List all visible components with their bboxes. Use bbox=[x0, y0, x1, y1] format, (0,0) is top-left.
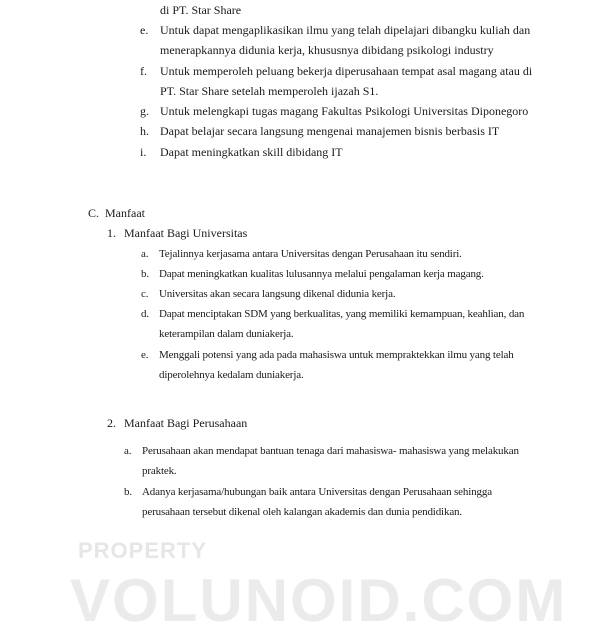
watermark-domain: VOLUNOID.COM bbox=[70, 567, 568, 634]
list-item-text: perusahaan tersebut dikenal oleh kalangan akademis dan dunia pendidikan. bbox=[142, 506, 463, 518]
list-item-text: menerapkannya didunia kerja, khususnya dibidang psikologi industry bbox=[160, 43, 494, 57]
subsection-marker: 2. bbox=[107, 416, 116, 430]
subsection-heading: Manfaat Bagi Universitas bbox=[124, 226, 248, 240]
list-item-text: PT. Star Share setelah memperoleh ijazah S1. bbox=[160, 84, 379, 98]
list-item-text: diperolehnya kedalam duniakerja. bbox=[159, 369, 304, 381]
list-marker: d. bbox=[141, 308, 149, 320]
section-heading: Manfaat bbox=[105, 206, 145, 220]
list-item-text: Dapat belajar secara langsung mengenai manajemen bisnis berbasis IT bbox=[160, 124, 500, 138]
list-marker: f. bbox=[140, 64, 147, 78]
list-marker: e. bbox=[141, 349, 149, 361]
list-item-text: Tejalinnya kerjasama antara Universitas dengan Perusahaan itu sendiri. bbox=[159, 248, 462, 260]
list-marker: b. bbox=[124, 486, 132, 498]
list-marker: g. bbox=[140, 104, 149, 118]
list-item-text: Perusahaan akan mendapat bantuan tenaga dari mahasiswa- mahasiswa yang melakukan bbox=[142, 445, 519, 457]
list-marker: i. bbox=[140, 145, 147, 159]
list-marker: h. bbox=[140, 124, 149, 138]
list-item-text: Universitas akan secara langsung dikenal didunia kerja. bbox=[159, 288, 396, 300]
list-continuation: di PT. Star Share bbox=[160, 3, 242, 17]
list-marker: e. bbox=[140, 23, 149, 37]
list-item-text: keterampilan dalam duniakerja. bbox=[159, 328, 294, 340]
section-marker: C. bbox=[88, 206, 100, 220]
subsection-heading: Manfaat Bagi Perusahaan bbox=[124, 416, 248, 430]
list-marker: a. bbox=[124, 445, 132, 457]
list-item-text: Untuk dapat mengaplikasikan ilmu yang telah dipelajari dibangku kuliah dan bbox=[160, 23, 531, 37]
subsection-marker: 1. bbox=[107, 226, 116, 240]
list-marker: c. bbox=[141, 288, 149, 300]
list-marker: a. bbox=[141, 248, 149, 260]
list-item-text: Untuk melengkapi tugas magang Fakultas Psikologi Universitas Diponegoro bbox=[160, 104, 529, 118]
list-item-text: Dapat menciptakan SDM yang berkualitas, yang memiliki kemampuan, keahlian, dan bbox=[159, 308, 525, 320]
list-item-text: Dapat meningkatkan kualitas lulusannya melalui pengalaman kerja magang. bbox=[159, 268, 484, 280]
list-marker: b. bbox=[141, 268, 149, 280]
list-item-text: Untuk memperoleh peluang bekerja diperusahaan tempat asal magang atau di bbox=[160, 64, 533, 78]
list-item-text: Adanya kerjasama/hubungan baik antara Universitas dengan Perusahaan sehingga bbox=[142, 486, 492, 498]
watermark-property: PROPERTY bbox=[78, 538, 208, 563]
list-item-text: Dapat meningkatkan skill dibidang IT bbox=[160, 145, 343, 159]
list-item-text: Menggali potensi yang ada pada mahasiswa untuk mempraktekkan ilmu yang telah bbox=[159, 349, 514, 361]
list-item-text: praktek. bbox=[142, 465, 177, 477]
